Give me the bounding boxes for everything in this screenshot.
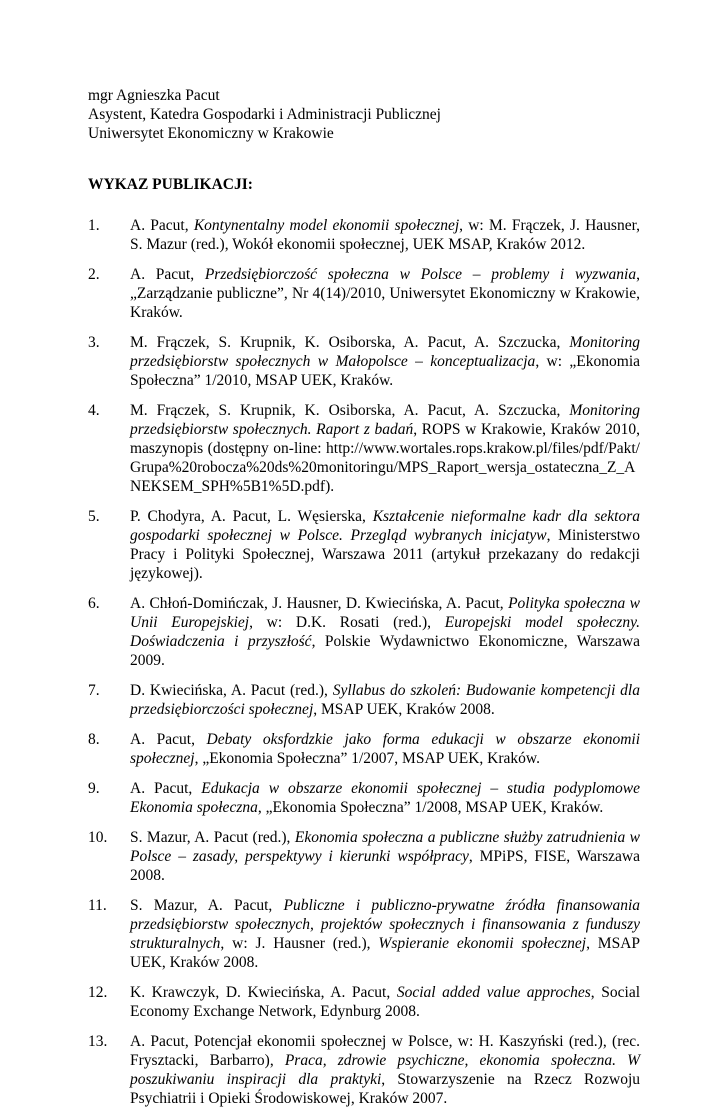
publication-segment: , „Ekonomia Społeczna” 1/2008, MSAP UEK, Kraków. [257, 799, 604, 816]
publication-item [88, 1032, 640, 1108]
publication-title: Edukacja w obszarze ekonomii społecznej – studia podyplomowe Ekonomia społeczna [130, 780, 640, 816]
publication-number: 4. [88, 402, 100, 419]
publication-segment: A. Pacut, [130, 266, 205, 283]
publication-text [130, 402, 640, 495]
publication-segment: P. Chodyra, A. Pacut, L. Węsierska, [130, 508, 373, 525]
publication-number: 3. [88, 334, 100, 351]
publication-item [88, 594, 640, 670]
publication-text [130, 217, 640, 253]
publication-segment: M. Frączek, S. Krupnik, K. Osiborska, A. Pacut, A. Szczucka, [130, 334, 570, 351]
publication-segment: S. Mazur, A. Pacut (red.), [130, 829, 295, 846]
publication-item [88, 730, 640, 768]
publication-number: 7. [88, 682, 100, 699]
publication-segment: A. Pacut, [130, 780, 202, 797]
publication-number: 6. [88, 595, 100, 612]
publication-item [88, 265, 640, 322]
publication-segment: , Social Economy Exchange Network, Edynburg 2008. [130, 984, 641, 1020]
publication-number: 12. [88, 984, 108, 1001]
publication-number: 9. [88, 780, 100, 797]
publication-segment: , w: M. Frączek, J. Hausner, S. Mazur (red.), Wokół ekonomii społecznej, UEK MSAP, Kraków 2012. [130, 217, 640, 253]
publication-number: 2. [88, 266, 100, 283]
publication-number: 13. [88, 1033, 108, 1050]
publication-segment: , ROPS w Krakowie, Kraków 2010, maszynopis (dostępny on-line: [130, 421, 640, 457]
publication-title: Polityka społeczna w Unii Europejskiej [130, 595, 640, 631]
publication-segment: , MPiPS, FISE, Warszawa 2008. [130, 848, 640, 884]
publication-item [88, 216, 640, 254]
publication-title: Syllabus do szkoleń: Budowanie kompetencji dla przedsiębiorczości społecznej [130, 682, 640, 718]
publication-segment: , MSAP UEK, Kraków 2008. [130, 935, 641, 971]
publication-title: Ekonomia społeczna a publiczne służby zatrudnienia w Polsce – zasady, perspektywy i kierunki współpracy [130, 829, 640, 865]
publication-item [88, 828, 640, 885]
publication-title: Wspieranie ekonomii społecznej [378, 935, 587, 952]
author-institution: Uniwersytet Ekonomiczny w Krakowie [88, 125, 334, 142]
publication-segment: , Ministerstwo Pracy i Polityki Społecznej, Warszawa 2011 (artykuł przekazany do redakcji językowej). [130, 527, 640, 582]
publication-title: Europejski model społeczny. Doświadczenia i przyszłość [130, 614, 640, 650]
publication-segment: , Stowarzyszenie na Rzecz Rozwoju Psychiatrii i Opieki Środowiskowej, Kraków 2007. [130, 1071, 640, 1107]
publication-url: http://www.wortales.rops.krakow.pl/files/pdf/Pakt/Grupa%20robocza%20ds%20monitoringu/MPS_Raport_wersja_ostateczna_Z_ANEKSEM_SPH%5B1%5D.pdf [130, 440, 640, 495]
publication-number: 8. [88, 731, 100, 748]
publication-text [130, 595, 640, 669]
publication-segment: M. Frączek, S. Krupnik, K. Osiborska, A. Pacut, A. Szczucka, [130, 402, 570, 419]
publication-title: Social added value approches [396, 984, 591, 1001]
publication-segment: D. Kwiecińska, A. Pacut (red.), [130, 682, 333, 699]
publication-title: Debaty oksfordzkie jako forma edukacji w obszarze ekonomii społecznej [130, 731, 640, 767]
publication-item [88, 681, 640, 719]
publication-text [130, 829, 640, 884]
publication-title: Kontynentalny model ekonomii społecznej [193, 217, 460, 234]
publication-text [130, 1033, 640, 1107]
publication-segment: , „Ekonomia Społeczna” 1/2007, MSAP UEK, Kraków. [194, 750, 540, 767]
publication-title: Publiczne i publiczno-prywatne źródła finansowania przedsiębiorstw społecznych, projektów społecznych i finansowania z funduszy strukturalnych [130, 897, 640, 952]
publication-segment: , w: „Ekonomia Społeczna” 1/2010, MSAP UEK, Kraków. [130, 353, 641, 389]
publication-segment: , Polskie Wydawnictwo Ekonomiczne, Warszawa 2009. [130, 633, 640, 669]
publication-number: 10. [88, 829, 108, 846]
publication-item [88, 896, 640, 972]
publication-list [88, 216, 640, 1119]
publication-text [130, 334, 640, 389]
publication-title: Monitoring przedsiębiorstw społecznych. Raport z badań [130, 402, 640, 438]
publications-heading: WYKAZ PUBLIKACJI: [88, 176, 253, 193]
publication-segment: , MSAP UEK, Kraków 2008. [313, 701, 495, 718]
publication-text [130, 266, 640, 321]
publication-item [88, 401, 640, 496]
publication-segment: S. Mazur, A. Pacut, [130, 897, 284, 914]
author-position: Asystent, Katedra Gospodarki i Administracji Publicznej [88, 106, 441, 123]
publication-number: 5. [88, 508, 100, 525]
publication-text [130, 984, 640, 1020]
publication-segment: , „Zarządzanie publiczne”, Nr 4(14)/2010, Uniwersytet Ekonomiczny w Krakowie, Kraków. [130, 266, 640, 321]
publication-number: 1. [88, 217, 100, 234]
publication-item [88, 507, 640, 583]
publication-item [88, 983, 640, 1021]
publication-title: Przedsiębiorczość społeczna w Polsce – problemy i wyzwania [204, 266, 637, 283]
publication-segment: , w: D.K. Rosati (red.), [249, 614, 445, 631]
publication-text [130, 682, 640, 718]
publication-title: Praca, zdrowie psychiczne, ekonomia społeczna. W poszukiwaniu inspiracji dla praktyki [130, 1052, 640, 1088]
publication-item [88, 779, 640, 817]
publication-segment: ). [325, 478, 335, 495]
publication-segment: , w: J. Hausner (red.), [220, 935, 379, 952]
publication-segment: A. Pacut, [130, 217, 194, 234]
publication-text [130, 897, 640, 971]
publication-title: Kształcenie nieformalne kadr dla sektora gospodarki społecznej w Polsce. Przegląd wybranych inicjatyw [130, 508, 640, 544]
author-block [88, 86, 648, 143]
author-name: mgr Agnieszka Pacut [88, 87, 220, 104]
publication-segment: A. Chłoń-Domińczak, J. Hausner, D. Kwiecińska, A. Pacut, [130, 595, 509, 612]
publication-text [130, 731, 640, 767]
publication-text [130, 508, 640, 582]
publication-segment: K. Krawczyk, D. Kwiecińska, A. Pacut, [130, 984, 397, 1001]
publication-title: Monitoring przedsiębiorstw społecznych w Małopolsce – konceptualizacja [130, 334, 640, 370]
publication-segment: A. Pacut, Potencjał ekonomii społecznej w Polsce, w: H. Kaszyński (red.), (rec. Frysztacki, Barbarro), [130, 1033, 640, 1069]
publication-item [88, 333, 640, 390]
publication-number: 11. [88, 897, 107, 914]
publication-text [130, 780, 640, 816]
publication-segment: A. Pacut, [130, 731, 207, 748]
